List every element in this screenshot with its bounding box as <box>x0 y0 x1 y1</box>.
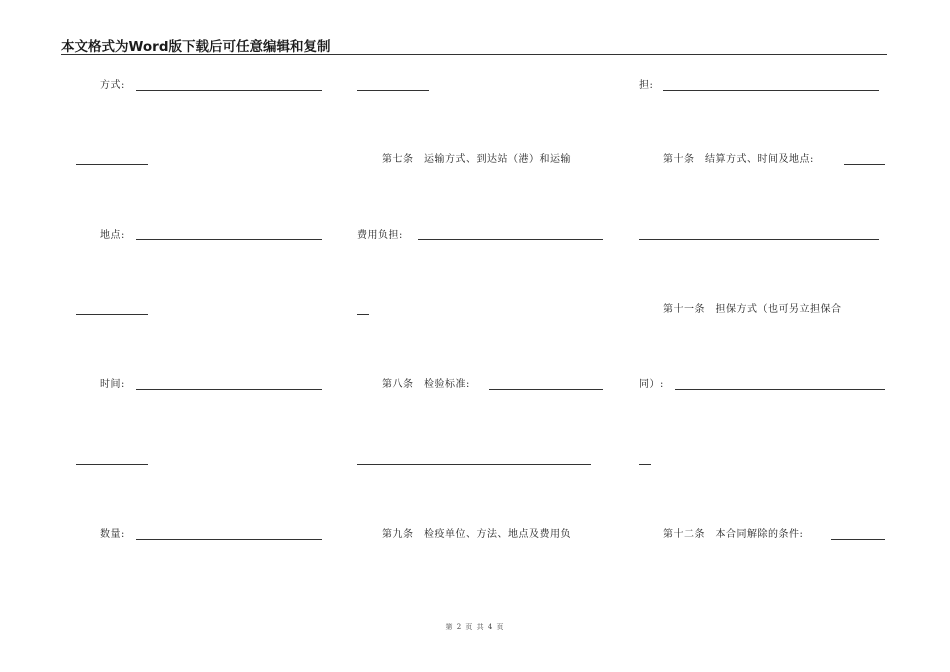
blank-line <box>357 464 591 465</box>
blank-line <box>418 239 603 240</box>
field-label-didian: 地点: <box>100 230 125 241</box>
article-9-text: 第九条 检疫单位、方法、地点及费用负 <box>382 529 571 540</box>
field-label-shuliang: 数量: <box>100 529 125 540</box>
blank-line <box>136 239 322 240</box>
field-label-fangshi: 方式: <box>100 80 125 91</box>
blank-line <box>639 464 651 465</box>
blank-line <box>831 539 885 540</box>
article-8-text: 第八条 检验标准: <box>382 379 470 390</box>
blank-line <box>489 389 603 390</box>
field-label-feiyong: 费用负担: <box>357 230 403 241</box>
document-header <box>61 36 887 55</box>
field-label-dan: 担: <box>639 80 654 91</box>
blank-line <box>357 90 429 91</box>
article-10-text: 第十条 结算方式、时间及地点: <box>663 154 814 165</box>
article-7-text: 第七条 运输方式、到达站（港）和运输 <box>382 154 571 165</box>
blank-line <box>675 389 885 390</box>
blank-line <box>76 314 148 315</box>
blank-line <box>663 90 879 91</box>
page-number: 第 2 页 共 4 页 <box>445 623 505 631</box>
field-label-tong: 同）: <box>639 379 664 390</box>
blank-line <box>844 164 885 165</box>
blank-line <box>76 464 148 465</box>
article-12-text: 第十二条 本合同解除的条件: <box>663 529 804 540</box>
blank-line <box>76 164 148 165</box>
blank-line <box>639 239 879 240</box>
blank-line <box>136 539 322 540</box>
blank-line <box>136 389 322 390</box>
blank-line <box>357 314 369 315</box>
header-title: 本文格式为Word版下载后可任意编辑和复制 <box>61 39 331 55</box>
field-label-shijian: 时间: <box>100 379 125 390</box>
article-11-text: 第十一条 担保方式（也可另立担保合 <box>663 304 842 315</box>
blank-line <box>136 90 322 91</box>
